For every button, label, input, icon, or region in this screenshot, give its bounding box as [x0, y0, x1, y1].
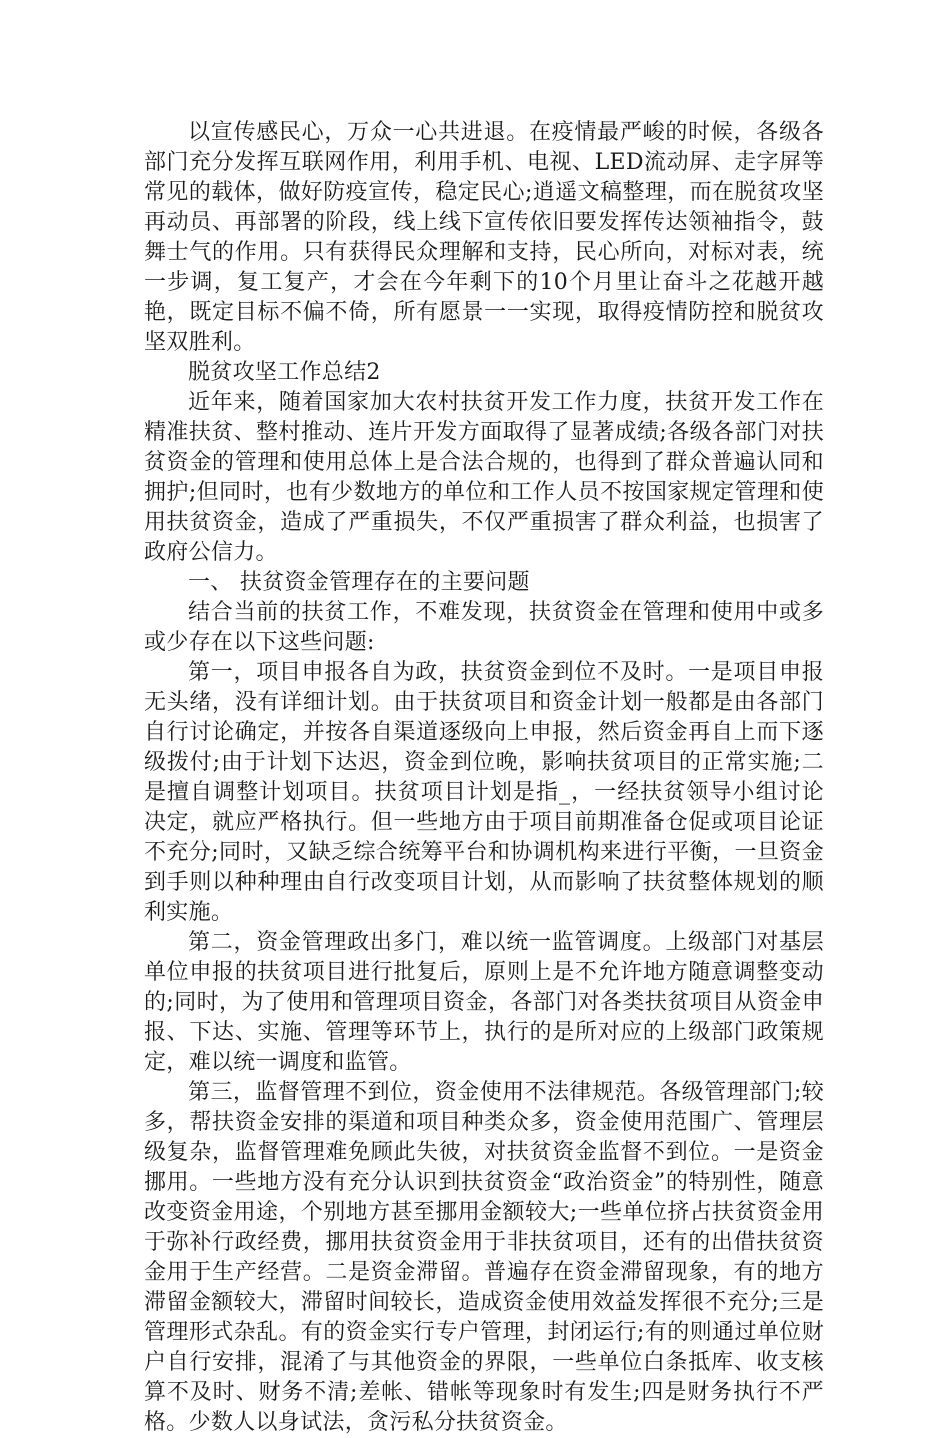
paragraph-overview: 近年来，随着国家加大农村扶贫开发工作力度，扶贫开发工作在精准扶贫、整村推动、连片开发方面取得了显著成绩;各级各部门对扶贫资金的管理和使用总体上是合法合规的，也得到了群众普遍认同和拥护;但同时，也有少数地方的单位和工作人员不按国家规定管理和使用扶贫资金，造成了严重损失，不仅严重损害了群众利益，也损害了政府公信力。 [144, 390, 824, 565]
paragraph-intro: 以宣传感民心，万众一心共进退。在疫情最严峻的时候，各级各部门充分发挥互联网作用，利用手机、电视、LED流动屏、走字屏等常见的载体，做好防疫宣传，稳定民心;逍遥文稿整理，而在脱贫攻坚再动员、再部署的阶段，线上线下宣传依旧要发挥传达领袖指令，鼓舞士气的作用。只有获得民众理解和支持，民心所向，对标对表，统一步调，复工复产，才会在今年剩下的10个月里让奋斗之花越开越艳，既定目标不偏不倚，所有愿景一一实现，取得疫情防控和脱贫攻坚双胜利。 [144, 120, 824, 355]
paragraph-problem-1: 第一，项目申报各自为政，扶贫资金到位不及时。一是项目申报无头绪，没有详细计划。由于扶贫项目和资金计划一般都是由各部门自行讨论确定，并按各自渠道逐级向上申报，然后资金再自上而下逐级拨付;由于计划下达迟，资金到位晚，影响扶贫项目的正常实施;二是擅自调整计划项目。扶贫项目计划是指_，一经扶贫领导小组讨论决定，就应严格执行。但一些地方由于项目前期准备仓促或项目论证不充分;同时，又缺乏综合统筹平台和协调机构来进行平衡，一旦资金到手则以种种理由自行改变项目计划，从而影响了扶贫整体规划的顺利实施。 [144, 660, 824, 925]
section-title: 脱贫攻坚工作总结2 [188, 360, 381, 385]
document-body [144, 118, 824, 1438]
section-heading-problems: 一、 扶贫资金管理存在的主要问题 [188, 570, 530, 595]
paragraph-problems-intro: 结合当前的扶贫工作，不难发现，扶贫资金在管理和使用中或多或少存在以下这些问题: [144, 600, 824, 655]
paragraph-problem-2: 第二，资金管理政出多门，难以统一监管调度。上级部门对基层单位申报的扶贫项目进行批复后，原则上是不允许地方随意调整变动的;同时，为了使用和管理项目资金，各部门对各类扶贫项目从资金申报、下达、实施、管理等环节上，执行的是所对应的上级部门政策规定，难以统一调度和监管。 [144, 930, 824, 1075]
paragraph-problem-3: 第三，监督管理不到位，资金使用不法律规范。各级管理部门;较多，帮扶资金安排的渠道和项目种类众多，资金使用范围广、管理层级复杂，监督管理难免顾此失彼，对扶贫资金监督不到位。一是资金挪用。一些地方没有充分认识到扶贫资金“政治资金”的特别性，随意改变资金用途，个别地方甚至挪用金额较大;一些单位挤占扶贫资金用于弥补行政经费，挪用扶贫资金用于非扶贫项目，还有的出借扶贫资金用于生产经营。二是资金滞留。普遍存在资金滞留现象，有的地方滞留金额较大，滞留时间较长，造成资金使用效益发挥很不充分;三是管理形式杂乱。有的资金实行专户管理，封闭运行;有的则通过单位财户自行安排，混淆了与其他资金的界限，一些单位白条抵库、收支核算不及时、财务不清;差帐、错帐等现象时有发生;四是财务执行不严格。少数人以身试法，贪污私分扶贫资金。 [144, 1080, 824, 1435]
